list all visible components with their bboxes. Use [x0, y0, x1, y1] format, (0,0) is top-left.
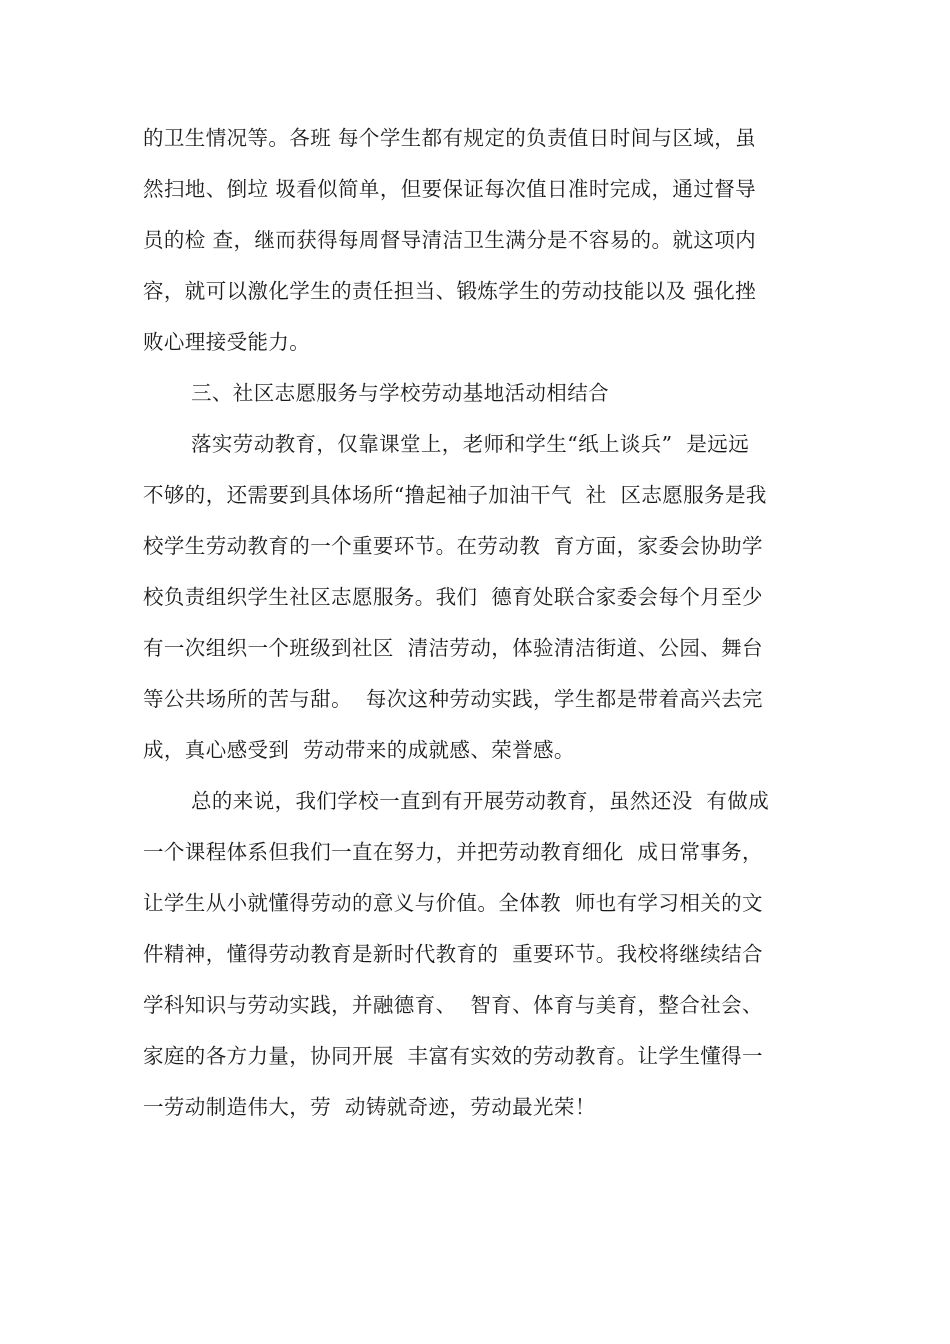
text-line: 的卫生情况等。各班 每个学生都有规定的负责值日时间与区域，虽: [143, 126, 757, 150]
text-line: 件精神，懂得劳动教育是新时代教育的 重要环节。我校将继续结合: [143, 942, 763, 966]
text-line: 校学生劳动教育的一个重要环节。在劳动教 育方面，家委会协助学: [143, 534, 763, 558]
text-line: 家庭的各方力量，协同开展 丰富有实效的劳动教育。让学生懂得一: [143, 1044, 763, 1068]
document-body: [143, 113, 833, 1133]
text-line: 一劳动制造伟大，劳 动铸就奇迹，劳动最光荣！: [143, 1095, 596, 1119]
text-line: 有一次组织一个班级到社区 清洁劳动，体验清洁街道、公园、舞台: [143, 636, 763, 660]
text-line: 一个课程体系但我们一直在努力，并把劳动教育细化 成日常事务，: [143, 840, 763, 864]
text-line: 学科知识与劳动实践，并融德育、 智育、体育与美育，整合社会、: [143, 993, 763, 1017]
paragraph-duty-hygiene: [143, 113, 833, 368]
text-line: 败心理接受能力。: [143, 330, 311, 354]
text-line: 总的来说，我们学校一直到有开展劳动教育，虽然还没 有做成: [191, 789, 770, 813]
text-line: 容，就可以激化学生的责任担当、锻炼学生的劳动技能以及 强化挫: [143, 279, 757, 303]
section-heading-three: [143, 368, 833, 419]
text-line: 不够的，还需要到具体场所“撸起袖子加油干气 社 区志愿服务是我: [143, 483, 767, 507]
text-line: 然扫地、倒垃 圾看似简单，但要保证每次值日准时完成，通过督导: [143, 177, 757, 201]
text-line: 校负责组织学生社区志愿服务。我们 德育处联合家委会每个月至少: [143, 585, 763, 609]
text-line: 员的检 查，继而获得每周督导清洁卫生满分是不容易的。就这项内: [143, 228, 757, 252]
paragraph-community-service: [143, 419, 833, 776]
text-line: 三、社区志愿服务与学校劳动基地活动相结合: [191, 381, 609, 405]
text-line: 等公共场所的苦与甜。 每次这种劳动实践，学生都是带着高兴去完: [143, 687, 763, 711]
text-line: 成，真心感受到 劳动带来的成就感、荣誉感。: [143, 738, 575, 762]
text-line: 落实劳动教育，仅靠课堂上，老师和学生“纸上谈兵” 是远远: [191, 432, 750, 456]
text-line: 让学生从小就懂得劳动的意义与价值。全体教 师也有学习相关的文: [143, 891, 763, 915]
paragraph-conclusion: [143, 776, 833, 1133]
